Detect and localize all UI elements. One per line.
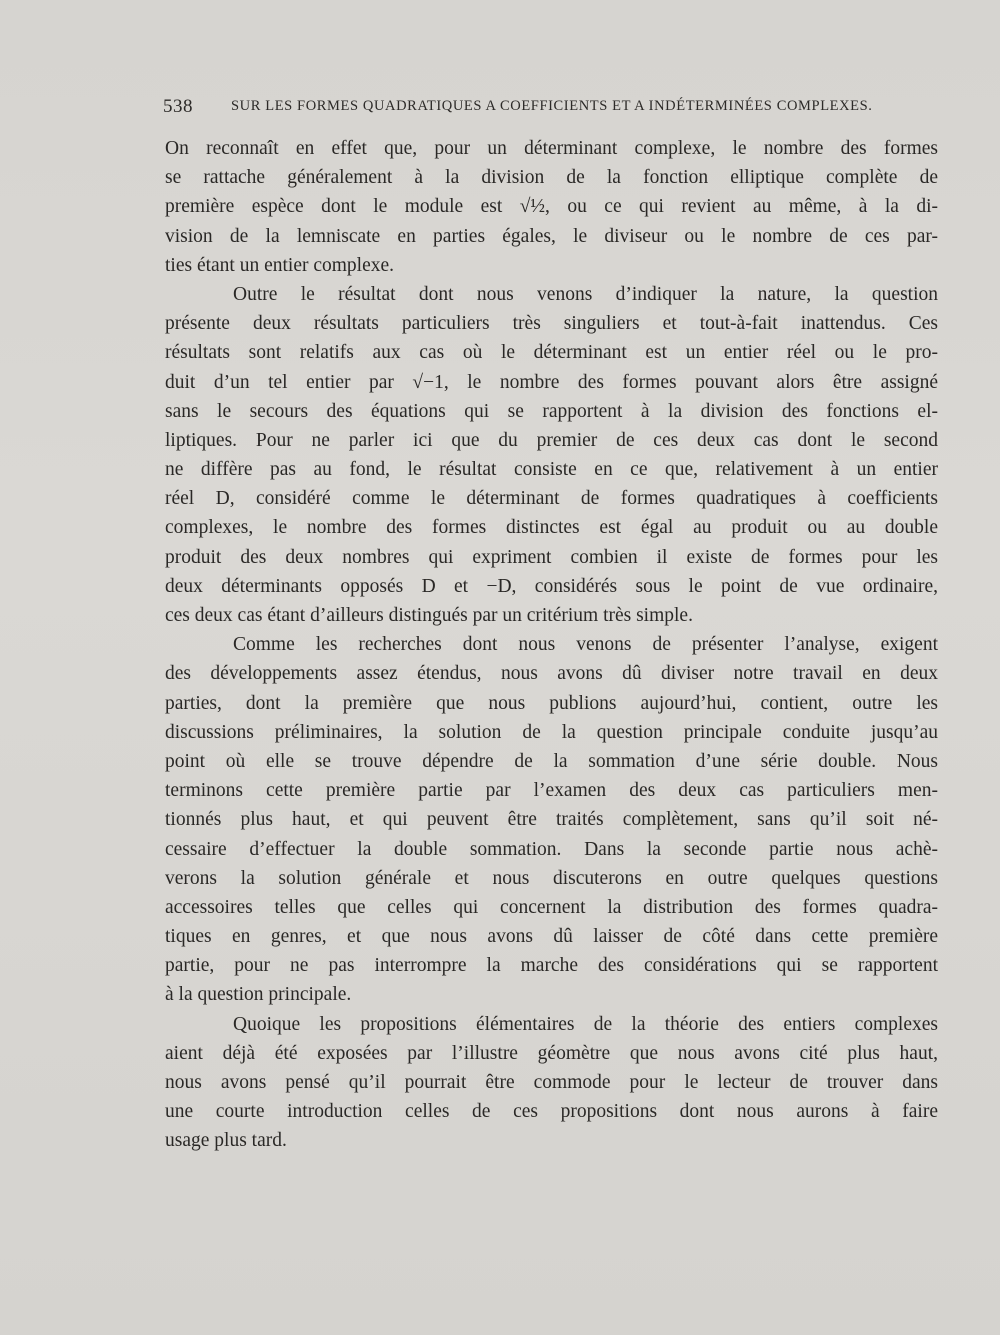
- text-line: complexes, le nombre des formes distinctes est égal au produit ou au double: [165, 517, 938, 539]
- text-line: terminons cette première partie par l’examen des deux cas particuliers men-: [165, 780, 938, 802]
- text-line: présente deux résultats particuliers très singuliers et tout-à-fait inattendus. Ces: [165, 313, 938, 335]
- text-line: discussions préliminaires, la solution de la question principale conduite jusqu’au: [165, 721, 938, 743]
- text-line: liptiques. Pour ne parler ici que du premier de ces deux cas dont le second: [165, 429, 938, 451]
- text-line: Quoique les propositions élémentaires de la théorie des entiers complexes: [233, 1013, 938, 1035]
- text-line: Outre le résultat dont nous venons d’indiquer la nature, la question: [233, 283, 938, 305]
- text-line: à la question principale.: [165, 984, 352, 1006]
- text-line: ties étant un entier complexe.: [165, 254, 395, 276]
- text-line: vision de la lemniscate en parties égales, le diviseur ou le nombre de ces par-: [165, 225, 938, 247]
- text-line: première espèce dont le module est √½, ou ce qui revient au même, à la di-: [165, 196, 938, 218]
- paragraph-2: [165, 280, 938, 630]
- text-line: point où elle se trouve dépendre de la sommation d’une série double. Nous: [165, 750, 938, 772]
- text-line: ces deux cas étant d’ailleurs distingués par un critérium très simple.: [165, 605, 693, 626]
- text-line: ne diffère pas au fond, le résultat consiste en ce que, relativement à un entier: [165, 459, 938, 481]
- text-line: On reconnaît en effet que, pour un déterminant complexe, le nombre des formes: [165, 138, 938, 159]
- text-line: réel D, considéré comme le déterminant de formes quadratiques à coefficients: [165, 488, 938, 510]
- text-line: résultats sont relatifs aux cas où le déterminant est un entier réel ou le pro-: [165, 342, 938, 364]
- text-line: tionnés plus haut, et qui peuvent être traités complètement, sans qu’il soit né-: [165, 809, 938, 831]
- text-line: parties, dont la première que nous publions aujourd’hui, contient, outre les: [165, 692, 938, 714]
- page-number: 538: [163, 96, 193, 117]
- text-line: usage plus tard.: [165, 1130, 287, 1152]
- text-line: nous avons pensé qu’il pourrait être commode pour le lecteur de trouver dans: [165, 1072, 938, 1093]
- text-line: se rattache généralement à la division de la fonction elliptique complète de: [165, 167, 938, 189]
- text-line: verons la solution générale et nous discuterons en outre quelques questions: [165, 867, 938, 889]
- paragraph-3: [165, 630, 938, 1009]
- text-line: partie, pour ne pas interrompre la marche des considérations qui se rapportent: [165, 955, 938, 977]
- text-line: sans le secours des équations qui se rapportent à la division des fonctions el-: [165, 400, 938, 422]
- text-line: produit des deux nombres qui expriment combien il existe de formes pour les: [165, 546, 938, 568]
- running-title: SUR LES FORMES QUADRATIQUES A COEFFICIENTS ET A INDÉTERMINÉES COMPLEXES.: [231, 98, 873, 114]
- text-line: aient déjà été exposées par l’illustre géomètre que nous avons cité plus haut,: [165, 1042, 938, 1064]
- page-header: [163, 96, 933, 124]
- text-line: deux déterminants opposés D et −D, considérés sous le point de vue ordinaire,: [165, 575, 938, 597]
- text-line: duit d’un tel entier par √−1, le nombre des formes pouvant alors être assigné: [165, 371, 938, 393]
- text-line: des développements assez étendus, nous avons dû diviser notre travail en deux: [165, 663, 938, 685]
- text-line: cessaire d’effectuer la double sommation. Dans la seconde partie nous achè-: [165, 838, 938, 860]
- text-line: tiques en genres, et que nous avons dû laisser de côté dans cette première: [165, 926, 938, 948]
- body-text: [165, 134, 938, 1156]
- text-line: accessoires telles que celles qui concernent la distribution des formes quadra-: [165, 896, 938, 918]
- paragraph-4: [165, 1010, 938, 1156]
- paragraph-1: [165, 134, 938, 280]
- text-line: une courte introduction celles de ces propositions dont nous aurons à faire: [165, 1101, 938, 1123]
- text-line: Comme les recherches dont nous venons de présenter l’analyse, exigent: [233, 634, 938, 656]
